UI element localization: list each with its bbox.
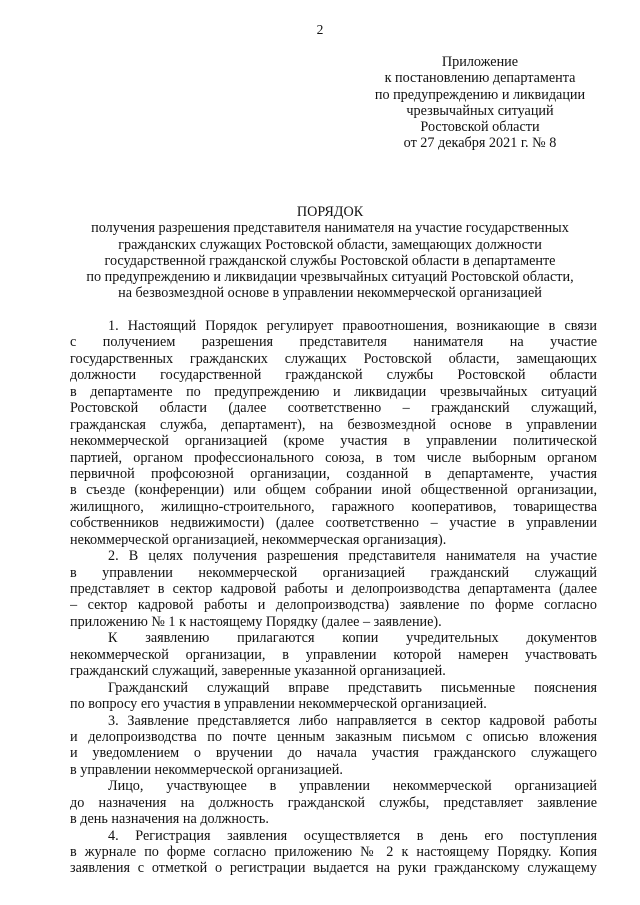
appendix-line: Приложение bbox=[441, 54, 519, 70]
body-line: в управлении некоммерческой организацией гражданский служащий bbox=[70, 564, 597, 581]
body-line: в день назначения на должность. bbox=[70, 811, 269, 828]
body-line: и уведомлением о вручении до начала участия гражданского служащего bbox=[70, 745, 597, 762]
body-line: жилищного, жилищно-строительного, гаражного кооперативов, товарищества bbox=[70, 498, 597, 515]
appendix-line: к постановлению департамента bbox=[384, 70, 576, 87]
body-line: с получением разрешения представителя нанимателя на участие bbox=[70, 334, 597, 351]
document-body bbox=[70, 318, 597, 877]
body-line: по вопросу его участия в управлении некоммерческой организацией. bbox=[70, 696, 487, 713]
body-line: гражданский служащий, заверенные указанной организацией. bbox=[70, 663, 446, 680]
body-line: некоммерческой организацией, некоммерческая организация). bbox=[70, 531, 447, 548]
body-line: К заявлению прилагаются копии учредительных документов bbox=[108, 630, 597, 647]
body-line: 3. Заявление представляется либо направляется в сектор кадровой работы bbox=[108, 712, 597, 729]
page-number: 2 bbox=[316, 22, 324, 37]
appendix-line: чрезвычайных ситуаций bbox=[406, 102, 554, 119]
body-line: заявления с отметкой о регистрации выдается на руки гражданскому служащему bbox=[70, 860, 597, 877]
body-line: партией, органом профессионального союза, в том числе выборным органом bbox=[70, 449, 597, 466]
appendix-block bbox=[330, 54, 630, 152]
body-line: собственников недвижимости) (далее соответственно – участие в управлении bbox=[70, 515, 597, 532]
body-line: в журнале по форме согласно приложению № 2 к настоящему Порядку. Копия bbox=[70, 844, 597, 860]
document-subtitle-line: на безвозмездной основе в управлении некоммерческой организацией bbox=[118, 285, 542, 302]
document-subtitle-line: по предупреждению и ликвидации чрезвычайных ситуаций Ростовской области, bbox=[86, 269, 574, 286]
body-line: Гражданский служащий вправе представить письменные пояснения bbox=[108, 679, 597, 696]
body-line: приложению № 1 к настоящему Порядку (далее – заявление). bbox=[70, 613, 442, 630]
document-subtitle-line: получения разрешения представителя нанимателя на участие государственных bbox=[91, 220, 569, 237]
appendix-line: по предупреждению и ликвидации bbox=[374, 86, 586, 103]
body-line: – сектор кадровой работы и делопроизводства) заявление по форме согласно bbox=[70, 597, 597, 614]
body-line: в департаменте по предупреждению и ликвидации чрезвычайных ситуаций bbox=[70, 383, 597, 400]
body-line: и делопроизводства по почте ценным заказным письмом с описью вложения bbox=[70, 728, 597, 745]
document-subtitle-line: гражданских служащих Ростовской области, замещающих должности bbox=[118, 236, 542, 253]
body-line: первичной профсоюзной организации, созданной в департаменте, участия bbox=[70, 465, 597, 482]
document-title-block bbox=[60, 204, 600, 302]
body-line: должности государственной гражданской службы Ростовской области bbox=[70, 367, 597, 384]
appendix-line: от 27 декабря 2021 г. № 8 bbox=[403, 135, 557, 152]
body-line: государственных гражданских служащих Ростовской области, замещающих bbox=[70, 350, 597, 367]
body-line: некоммерческой организации, в управлении которой намерен участвовать bbox=[70, 646, 597, 663]
body-line: 1. Настоящий Порядок регулирует правоотношения, возникающие в связи bbox=[108, 318, 597, 334]
body-line: до назначения на должность гражданской службы, представляет заявление bbox=[70, 794, 597, 811]
document-subtitle-line: государственной гражданской службы Ростовской области в департаменте bbox=[104, 252, 556, 269]
body-line: 2. В целях получения разрешения представителя нанимателя на участие bbox=[108, 548, 597, 565]
document-title: ПОРЯДОК bbox=[296, 204, 364, 220]
body-line: некоммерческой организацией (кроме участия в управлении политической bbox=[70, 433, 597, 450]
body-line: 4. Регистрация заявления осуществляется в день его поступления bbox=[108, 827, 597, 844]
body-line: представляет в сектор кадровой работы и делопроизводства департамента (далее bbox=[70, 581, 597, 597]
body-line: в управлении некоммерческой организацией. bbox=[70, 761, 343, 778]
body-line: Ростовской области (далее соответственно – гражданский служащий, bbox=[70, 400, 597, 417]
appendix-line: Ростовской области bbox=[420, 119, 540, 136]
body-line: в съезде (конференции) или общем собрании иной общественной организации, bbox=[70, 482, 597, 499]
body-line: гражданская служба, департамент), на безвозмездной основе в управлении bbox=[70, 416, 597, 433]
body-line: Лицо, участвующее в управлении некоммерческой организацией bbox=[108, 778, 597, 795]
